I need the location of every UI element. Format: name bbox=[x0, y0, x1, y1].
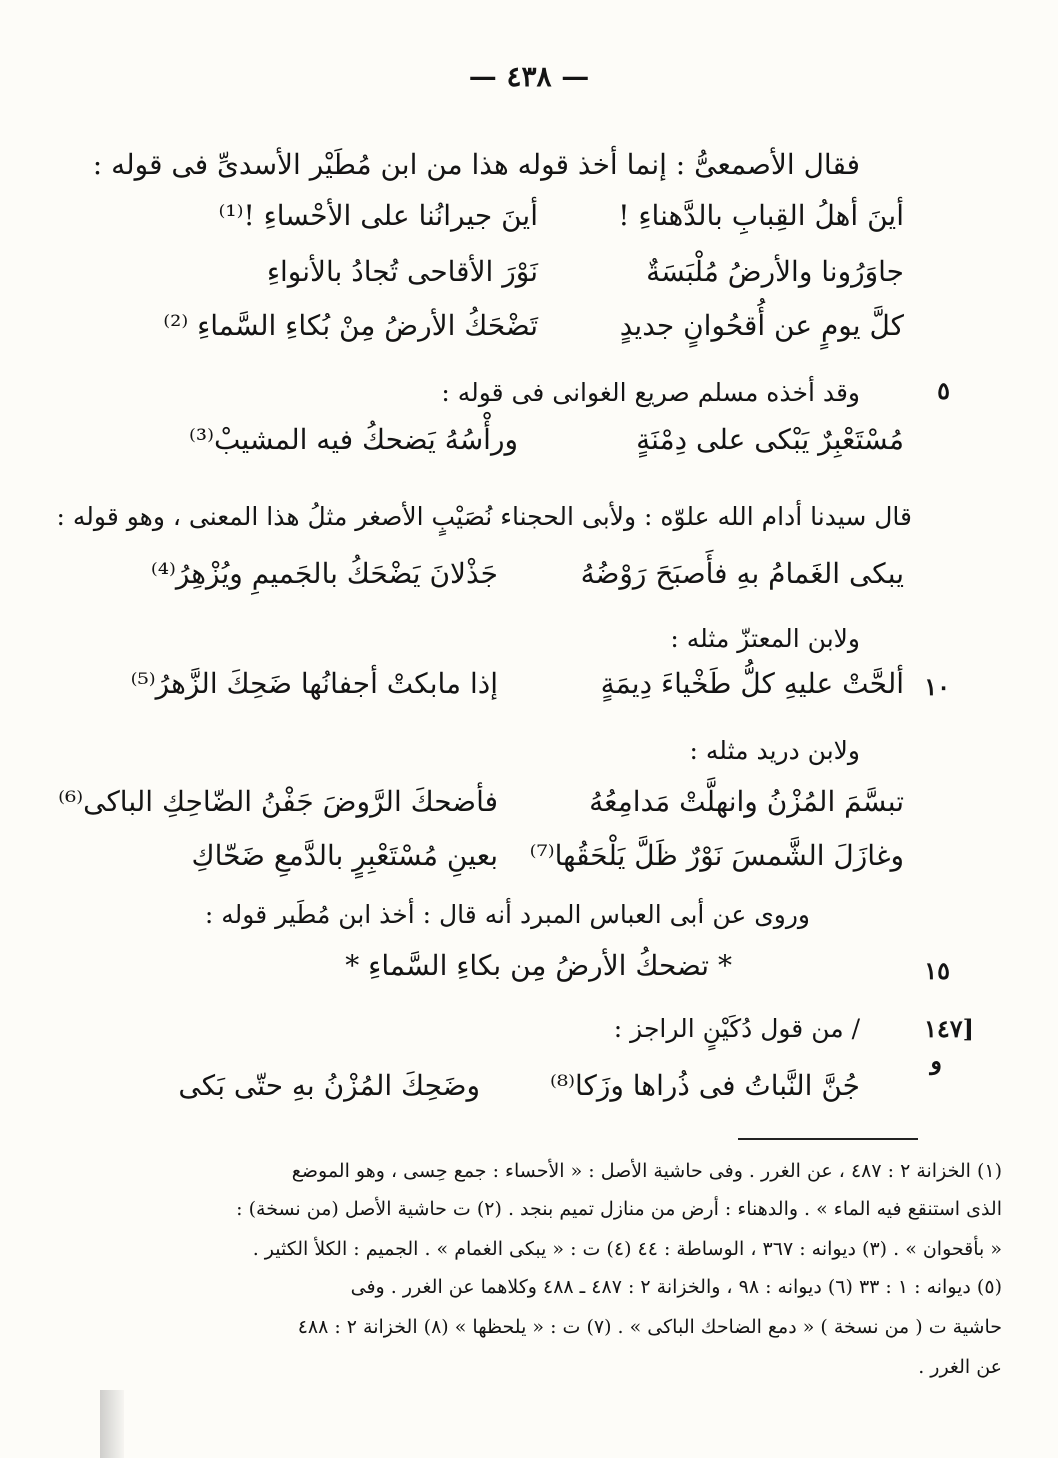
page-number: — ٤٣٨ — bbox=[468, 60, 590, 93]
verse-3-second-hemistich: تَضْحَكُ الأرضُ مِنْ بُكاءِ السَّماءِ ⁽²⁾ bbox=[163, 309, 538, 342]
verse-1-first-hemistich: أينَ أهلُ القِبابِ بالدَّهناءِ ! bbox=[618, 199, 904, 232]
footnote-line-6: عن الغرر . bbox=[918, 1356, 1002, 1378]
verse-2-first-hemistich: جاوَرُونا والأرضُ مُلْبَسَةٌ bbox=[646, 255, 904, 288]
manuscript-folio: [١٤٧ bbox=[923, 1014, 974, 1043]
verse-1-second-hemistich: أينَ جيرانُنا على الأحْساءِ !⁽¹⁾ bbox=[218, 199, 538, 232]
verse-9-second-hemistich: وضَحِكَ المُزْنُ بهِ حتّى بَكى bbox=[178, 1069, 480, 1102]
verse-4-second-hemistich: ورأْسُهُ يَضحكُ فيه المشيبْ⁽³⁾ bbox=[188, 423, 518, 456]
manuscript-folio-side: و bbox=[930, 1046, 942, 1075]
verse-7-first-hemistich: تبسَّمَ المُزْنُ وانهلَّتْ مَدامِعُهُ bbox=[589, 785, 904, 818]
footnote-divider bbox=[738, 1138, 918, 1140]
line-number-10: ١٠ bbox=[924, 672, 950, 701]
verse-3-first-hemistich: كلَّ يومٍ عن أُقحُوانٍ جديدٍ bbox=[619, 309, 904, 342]
verse-2-second-hemistich: نَوْرَ الأقاحى تُجادُ بالأنواءِ bbox=[266, 255, 538, 288]
verse-4-first-hemistich: مُسْتَعْبِرٌ يَبْكى على دِمْنَةٍ bbox=[636, 423, 904, 456]
footnote-line-4: (٥) ديوانه : ١ : ٣٣ (٦) ديوانه : ٩٨ ، والخزانة ٢ : ٤٨٧ ـ ٤٨٨ وكلاهما عن الغرر . وفى bbox=[350, 1276, 1002, 1298]
verse-8-first-hemistich: وغازَلَ الشَّمسَ نَوْرٌ ظَلَّ يَلْحَقُها⁽⁷⁾ bbox=[529, 839, 904, 872]
footnote-line-3: « بأقحوان » . (٣) ديوانه : ٣٦٧ ، الوساطة : ٤٤ (٤) ت : « يبكى الغمام » . الجميم : الكلأ الكثير . bbox=[252, 1238, 1002, 1260]
verse-7-second-hemistich: فأضحكَ الرَّوضَ جَفْنُ الضّاحِكِ الباكى⁽⁶⁾ bbox=[58, 785, 498, 818]
durayd-line: ولابن دريد مثله : bbox=[689, 736, 860, 765]
verse-5-second-hemistich: جَذْلانَ يَضْحَكُ بالجَميمِ ويُزْهِرُ⁽⁴⁾ bbox=[150, 557, 498, 590]
sayyid-line: قال سيدنا أدام الله علوّه : ولأبى الحجناء نُصَيْبٍ الأصغر مثلُ هذا المعنى ، وهو قوله : bbox=[56, 502, 912, 531]
footnote-line-1: (١) الخزانة ٢ : ٤٨٧ ، عن الغرر . وفى حاشية الأصل : « الأحساء : جمع حِسى ، وهو الموضع bbox=[291, 1160, 1002, 1182]
mubarrad-line: وروى عن أبى العباس المبرد أنه قال : أخذ ابن مُطَير قوله : bbox=[204, 900, 810, 929]
scan-shadow bbox=[100, 1390, 124, 1458]
verse-5-first-hemistich: يبكى الغَمامُ بهِ فأَصبَحَ رَوْضُهُ bbox=[580, 557, 904, 590]
muslim-intro-line: وقد أخذه مسلم صريع الغوانى فى قوله : bbox=[441, 378, 860, 407]
footnote-line-5: حاشية ت ( من نسخة ) « دمع الضاحك الباكى » . (٧) ت : « يلحظها » (٨) الخزانة ٢ : ٤٨٨ bbox=[297, 1316, 1002, 1338]
line-number-5: ٥ bbox=[937, 376, 950, 405]
quoted-hemistich: * تضحكُ الأرضُ مِن بكاءِ السَّماءِ * bbox=[345, 949, 732, 982]
mutazz-line: ولابن المعتزّ مثله : bbox=[670, 624, 860, 653]
verse-9-first-hemistich: جُنَّ النَّباتُ فى ذُراها وزَكا⁽⁸⁾ bbox=[549, 1069, 860, 1102]
footnote-line-2: الذى استنقع فيه الماء » . والدهناء : أرض من منازل تميم بنجد . (٢) ت حاشية الأصل (من نسخة) : bbox=[236, 1198, 1002, 1220]
line-number-15: ١٥ bbox=[924, 956, 950, 985]
verse-6-second-hemistich: إذا مابكتْ أجفانُها ضَحِكَ الزَّهرُ⁽⁵⁾ bbox=[130, 667, 498, 700]
verse-6-first-hemistich: ألحَّتْ عليهِ كلُّ طَخْياءَ دِيمَةٍ bbox=[600, 667, 904, 700]
verse-8-second-hemistich: بعينِ مُسْتَعْبِرٍ بالدَّمعِ ضَحّاكِ bbox=[191, 839, 498, 872]
dukayn-line: / من قول دُكَيْنٍ الراجز : bbox=[613, 1014, 860, 1043]
intro-line: فقال الأصمعىُّ : إنما أخذ قوله هذا من ابن مُطَيْر الأسدىِّ فى قوله : bbox=[92, 148, 860, 181]
